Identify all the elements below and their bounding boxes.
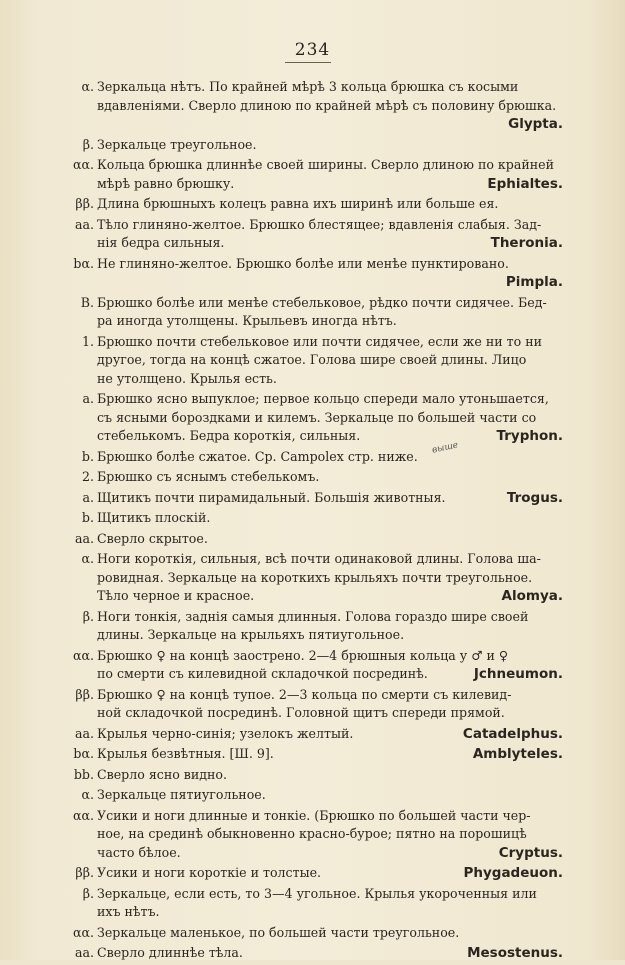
entry-marker: bb.: [73, 766, 94, 782]
entry-line: [97, 294, 563, 313]
entry-marker: αα.: [72, 647, 94, 663]
entry-line: [97, 844, 563, 863]
entry-text: Зеркальце треугольное.: [97, 136, 257, 152]
entry-marker: αα.: [72, 807, 94, 823]
entry-line: [97, 885, 563, 904]
entry-line: [97, 78, 563, 97]
entry-line: [97, 97, 563, 116]
entry-marker: αα.: [72, 924, 94, 940]
entry-line: [97, 569, 563, 588]
entry-line: [97, 864, 563, 883]
entry-line: [97, 626, 563, 645]
entry-line: [97, 509, 563, 528]
entry-line: [97, 136, 563, 155]
entry-line: [97, 234, 563, 253]
key-entry: [0, 745, 625, 764]
entry-line: [97, 647, 563, 666]
genus-name: Trogus.: [506, 489, 563, 506]
entry-line: [97, 704, 563, 723]
entry-marker: 2.: [81, 469, 94, 484]
key-entry: [0, 725, 625, 744]
header-rule: [285, 62, 331, 63]
key-entry: [0, 136, 625, 155]
entry-marker: b.: [81, 510, 94, 525]
entry-line: [97, 427, 563, 446]
entry-text: Тѣло глиняно-желтое. Брюшко блестящее; вдавленія слабыя. Зад-: [97, 216, 542, 232]
entry-text: Сверло скрытое.: [97, 530, 208, 546]
key-entry: [0, 390, 625, 446]
entry-marker: b.: [81, 448, 94, 464]
entry-text: не утолщено. Крылья есть.: [97, 370, 277, 386]
entry-text: Крылья черно-синія; узелокъ желтый.: [97, 725, 354, 741]
entry-marker: B.: [80, 294, 94, 310]
entry-text: Усики и ноги длинные и тонкіе. (Брюшко по большей части чер-: [97, 807, 531, 823]
entry-text: Усики и ноги короткіе и толстые.: [97, 865, 322, 880]
genus-name: Tryphon.: [496, 428, 563, 444]
entry-marker: a.: [82, 489, 94, 505]
entry-line: [97, 725, 563, 744]
entry-text: Зеркальца нѣтъ. По крайней мѣрѣ 3 кольца брюшка съ косыми: [97, 79, 519, 94]
entry-text: Брюшко почти стебельковое или почти сидячее, если же ни то ни: [97, 333, 542, 349]
entry-line: [97, 530, 563, 549]
entry-line: [97, 390, 563, 409]
entry-marker: aa.: [74, 216, 94, 232]
entry-marker: ββ.: [75, 686, 94, 702]
key-entry: [0, 216, 625, 253]
entry-line: [97, 216, 563, 235]
key-entry: [0, 439, 625, 467]
genus-name: Alomya.: [501, 588, 563, 604]
entry-text: Щитикъ плоскій.: [97, 510, 211, 525]
key-entry: [0, 864, 625, 883]
key-entry: [0, 195, 625, 214]
genus-name: Amblyteles.: [472, 746, 563, 762]
entry-marker: α.: [81, 551, 94, 566]
entry-marker: 1.: [81, 333, 94, 349]
key-entry: [0, 686, 625, 723]
key-entry: [0, 550, 625, 606]
genus-name: Pimpla.: [505, 274, 563, 290]
entry-text: Ноги короткія, сильныя, всѣ почти одинаковой длины. Голова ша-: [97, 551, 541, 566]
entry-text: ровидная. Зеркальце на короткихъ крыльяхъ почти треугольное.: [97, 569, 533, 585]
entry-line: [97, 786, 563, 805]
key-entry: [0, 885, 625, 922]
entry-text: съ ясными бороздками и килемъ. Зеркальце по большей части со: [97, 409, 537, 425]
entry-text: стебелькомъ. Бедра короткія, сильныя.: [97, 428, 361, 443]
entry-text: длины. Зеркальце на крыльяхъ пятиугольное.: [97, 627, 405, 642]
entry-line: [97, 686, 563, 705]
entry-marker: αα.: [72, 157, 94, 172]
entry-marker: aa.: [74, 530, 94, 546]
entry-marker: a.: [82, 391, 94, 406]
entry-line: [97, 195, 563, 214]
entry-line: [97, 370, 563, 389]
key-entry: [0, 255, 625, 292]
key-entry: [0, 530, 625, 549]
entry-text: другое, тогда на концѣ сжатое. Голова шире своей длины. Лицо: [97, 352, 527, 367]
key-entry: [0, 78, 625, 134]
entry-text: ра иногда утолщены. Крыльевъ иногда нѣтъ.: [97, 313, 397, 328]
entry-text: Брюшко съ яснымъ стебелькомъ.: [97, 469, 320, 484]
key-entry: [0, 294, 625, 331]
entry-line: [97, 924, 563, 943]
entry-text: Длина брюшныхъ колецъ равна ихъ ширинѣ или больше ея.: [97, 196, 499, 211]
entry-marker: α.: [81, 787, 94, 802]
entry-text: Брюшко ♀ на концѣ заострено. 2—4 брюшныя кольца у ♂ и ♀: [97, 647, 509, 663]
entry-line: [97, 312, 563, 331]
entry-marker: aa.: [74, 945, 94, 960]
entry-text: Крылья безвѣтныя. [Ш. 9].: [97, 746, 274, 761]
entry-text: ной складочкой посрединѣ. Головной щитъ спереди прямой.: [97, 705, 505, 720]
entry-line: [97, 351, 563, 370]
entry-line: [97, 409, 563, 428]
entry-text: Брюшко болѣе или менѣе стебельковое, рѣдко почти сидячее. Бед-: [97, 294, 547, 310]
entry-line: [97, 903, 563, 922]
key-entry: [0, 766, 625, 785]
key-entries: [0, 78, 625, 965]
entry-text: Зеркальце маленькое, по большей части треугольное.: [97, 924, 460, 940]
entry-line: [97, 665, 563, 684]
entry-marker: ββ.: [75, 196, 94, 211]
entry-text: Сверло ясно видно.: [97, 766, 228, 782]
entry-line: [97, 807, 563, 826]
entry-text: ихъ нѣтъ.: [97, 904, 160, 919]
genus-name: Jchneumon.: [473, 666, 563, 682]
genus-name: Catadelphus.: [462, 725, 563, 742]
key-entry: [0, 807, 625, 863]
key-entry: [0, 489, 625, 508]
entry-text: Кольца брюшка длиннѣе своей ширины. Сверло длиною по крайней: [97, 157, 555, 172]
genus-name: Phygadeuon.: [463, 865, 563, 881]
entry-marker: bα.: [73, 746, 94, 761]
genus-name: Theronia.: [490, 235, 563, 251]
key-entry: [0, 608, 625, 645]
entry-line: [97, 333, 563, 352]
key-entry: [0, 468, 625, 487]
entry-text: Тѣло черное и красное.: [97, 588, 255, 603]
entry-line: [97, 766, 563, 785]
key-entry: [0, 786, 625, 805]
entry-text: часто бѣлое.: [97, 844, 181, 860]
entry-line: [97, 175, 563, 194]
entry-line: [97, 156, 563, 175]
handwritten-annotation: выше: [431, 439, 460, 456]
entry-text: мѣрѣ равно брюшку.: [97, 175, 235, 191]
entry-text: Сверло длиннѣе тѣла.: [97, 945, 243, 960]
entry-text: Зеркальце, если есть, то 3—4 угольное. Крылья укороченныя или: [97, 885, 537, 901]
key-entry: [0, 509, 625, 528]
key-entry: [0, 647, 625, 684]
entry-line: [97, 825, 563, 844]
entry-text: Брюшко ясно выпуклое; первое кольцо спереди мало утоньшается,: [97, 391, 549, 406]
entry-text: ное, на срединѣ обыкновенно красно-бурое; пятно на порошицѣ: [97, 826, 527, 841]
genus-name: Ephialtes.: [487, 175, 563, 192]
entry-line: [97, 255, 563, 274]
genus-name: Glypta.: [508, 116, 563, 132]
entry-text: Щитикъ почти пирамидальный. Большія животныя.: [97, 489, 446, 505]
entry-marker: β.: [82, 136, 94, 152]
page-number: 234: [294, 40, 331, 60]
entry-marker: aa.: [74, 725, 94, 741]
genus-name: Mesostenus.: [467, 945, 563, 961]
entry-line: [97, 608, 563, 627]
entry-text: Не глиняно-желтое. Брюшко болѣе или менѣе пунктировано.: [97, 255, 509, 271]
entry-marker: β.: [82, 885, 94, 901]
genus-name: Cryptus.: [498, 844, 563, 861]
entry-text: вдавленіями. Сверло длиною по крайней мѣрѣ съ половину брюшка.: [97, 97, 557, 113]
entry-line: [97, 448, 563, 467]
key-entry: [0, 333, 625, 389]
entry-line: [97, 745, 563, 764]
entry-line: [97, 550, 563, 569]
key-entry: [0, 924, 625, 943]
entry-line: [97, 468, 563, 487]
entry-text: по смерти съ килевидной складочкой посрединѣ.: [97, 666, 428, 681]
entry-text: нія бедра сильныя.: [97, 235, 225, 250]
key-entry: [0, 156, 625, 193]
entry-text: Ноги тонкія, заднія самыя длинныя. Голова гораздо шире своей: [97, 608, 529, 624]
entry-text: Брюшко ♀ на концѣ тупое. 2—3 кольца по смерти съ килевид-: [97, 686, 512, 702]
entry-text: Зеркальце пятиугольное.: [97, 787, 266, 802]
entry-marker: ββ.: [75, 865, 94, 880]
entry-line: [97, 489, 563, 508]
entry-marker: β.: [82, 608, 94, 624]
entry-marker: α.: [81, 79, 94, 94]
entry-marker: bα.: [73, 255, 94, 271]
entry-text: Брюшко болѣе сжатое. Ср. Camроlex стр. ниже.: [97, 448, 418, 464]
entry-line: [97, 587, 563, 606]
